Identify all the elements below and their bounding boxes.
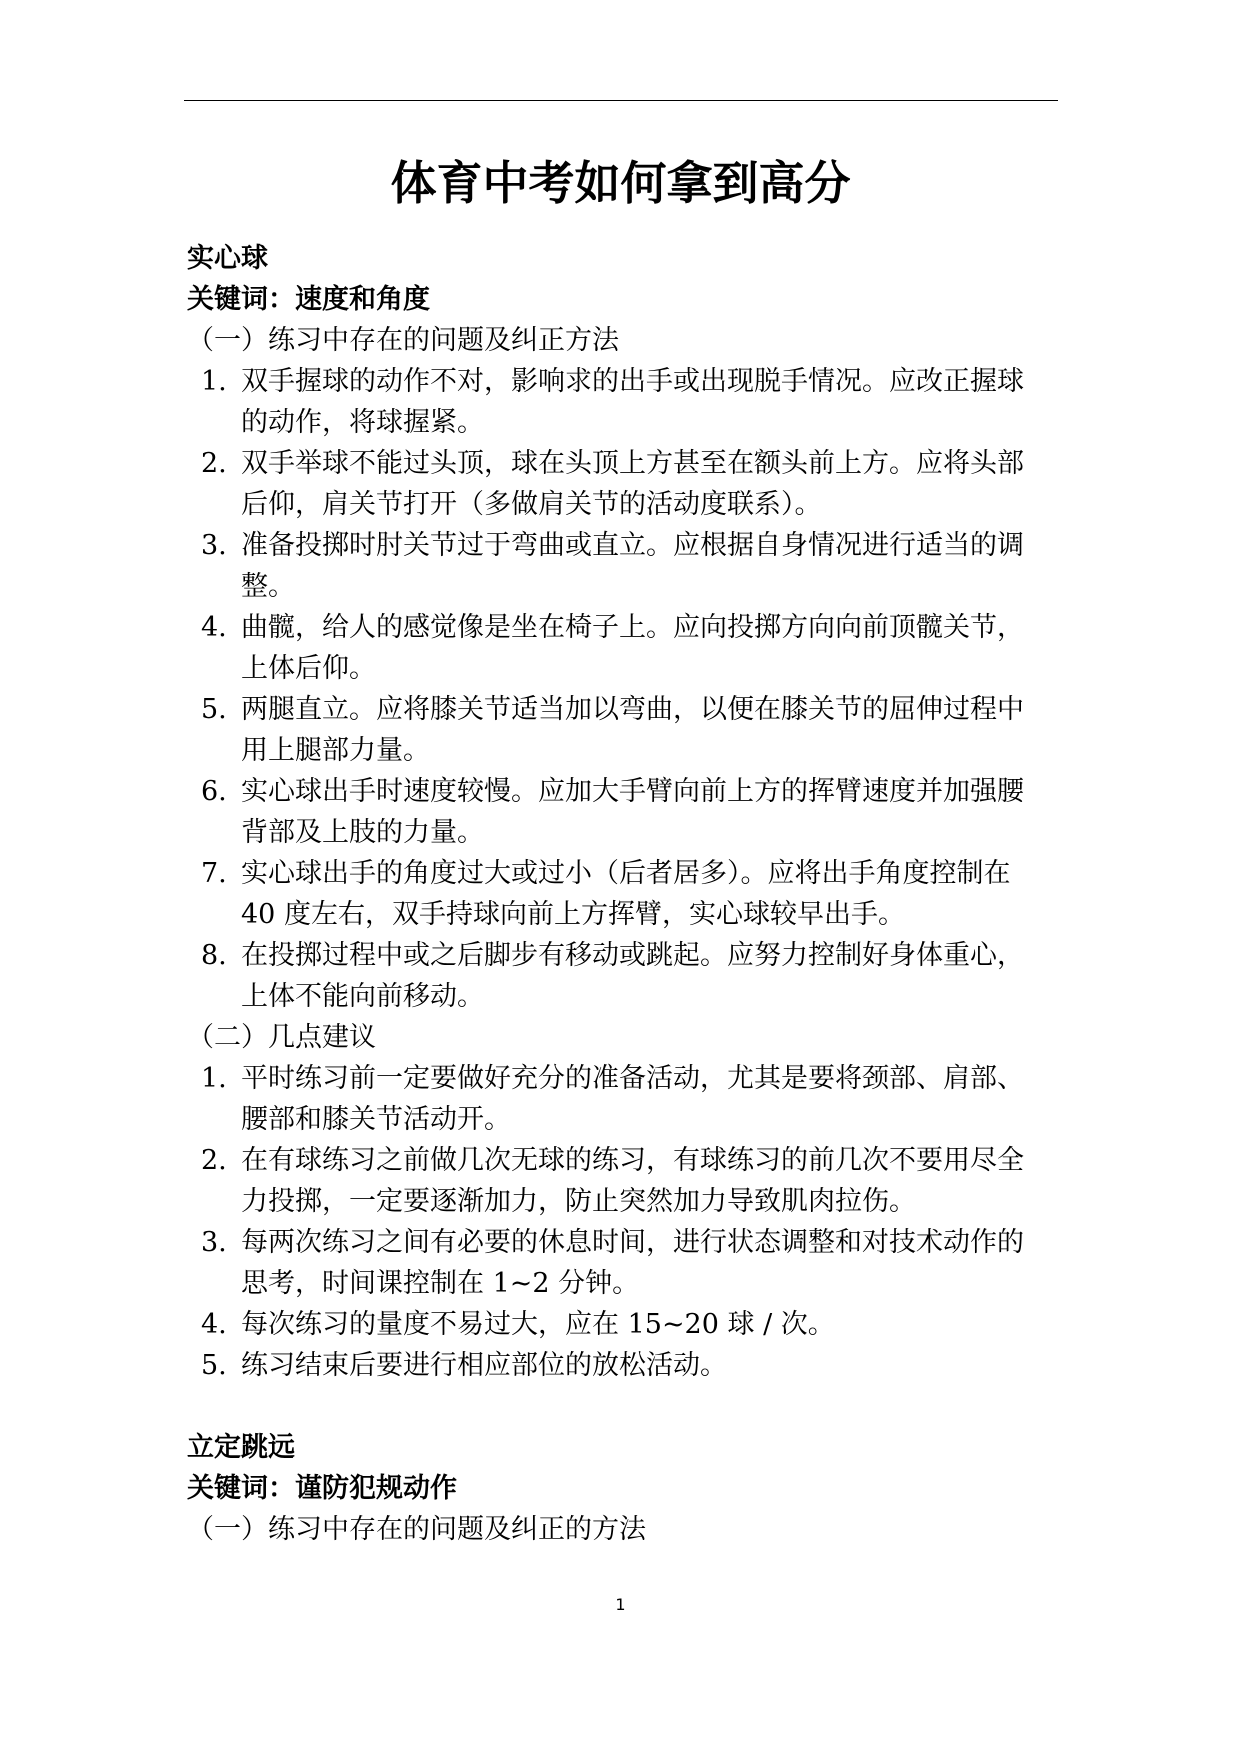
section-keywords: 关键词：谨防犯规动作 [187, 1473, 457, 1504]
item-text: 练习结束后要进行相应部位的放松活动。 [241, 1350, 727, 1381]
list-item [187, 361, 1027, 443]
item-text: 在有球练习之前做几次无球的练习，有球练习的前几次不要用尽全力投掷，一定要逐渐加力，防止突然加力导致肌肉拉伤。 [241, 1145, 1024, 1217]
item-number: 7. [201, 858, 227, 889]
list-item [187, 1222, 1027, 1304]
list-item [187, 1345, 1027, 1386]
problems-list [187, 361, 1027, 1017]
item-number: 1. [201, 366, 227, 397]
list-item [187, 1140, 1027, 1222]
list-item [187, 689, 1027, 771]
section-title: 实心球 [187, 243, 268, 274]
list-item [187, 1058, 1027, 1140]
page-number: 1 [615, 1595, 626, 1614]
suggestions-heading: （二）几点建议 [187, 1022, 376, 1053]
item-text: 平时练习前一定要做好充分的准备活动，尤其是要将颈部、肩部、腰部和膝关节活动开。 [241, 1063, 1024, 1135]
item-number: 5. [201, 694, 227, 725]
item-text: 双手握球的动作不对，影响求的出手或出现脱手情况。应改正握球的动作，将球握紧。 [241, 366, 1024, 438]
list-item [187, 1304, 1027, 1345]
problems-heading: （一）练习中存在的问题及纠正方法 [187, 325, 619, 356]
item-text: 双手举球不能过头顶，球在头顶上方甚至在额头前上方。应将头部后仰，肩关节打开（多做肩关节的活动度联系）。 [241, 448, 1024, 520]
item-number: 3. [201, 1227, 227, 1258]
item-text: 每次练习的量度不易过大，应在 15~20 球 / 次。 [241, 1309, 835, 1340]
section-shot-put [187, 238, 1027, 1386]
document-body [187, 238, 1027, 1550]
suggestions-list [187, 1058, 1027, 1386]
problems-heading: （一）练习中存在的问题及纠正的方法 [187, 1514, 646, 1545]
item-number: 4. [201, 612, 227, 643]
item-text: 曲髋，给人的感觉像是坐在椅子上。应向投掷方向向前顶髋关节，上体后仰。 [241, 612, 1024, 684]
item-number: 6. [201, 776, 227, 807]
header-rule [184, 100, 1058, 101]
list-item [187, 525, 1027, 607]
item-text: 每两次练习之间有必要的休息时间，进行状态调整和对技术动作的思考，时间课控制在 1~2 分钟。 [241, 1227, 1024, 1299]
document-title: 体育中考如何拿到高分 [390, 156, 851, 210]
list-item [187, 935, 1027, 1017]
item-text: 在投掷过程中或之后脚步有移动或跳起。应努力控制好身体重心，上体不能向前移动。 [241, 940, 1024, 1012]
item-text: 实心球出手的角度过大或过小（后者居多）。应将出手角度控制在 40 度左右，双手持球向前上方挥臂，实心球较早出手。 [241, 858, 1011, 930]
list-item [187, 607, 1027, 689]
item-number: 5. [201, 1350, 227, 1381]
item-number: 3. [201, 530, 227, 561]
section-keywords: 关键词：速度和角度 [187, 284, 430, 315]
item-text: 两腿直立。应将膝关节适当加以弯曲，以便在膝关节的屈伸过程中用上腿部力量。 [241, 694, 1024, 766]
item-number: 2. [201, 448, 227, 479]
list-item [187, 853, 1027, 935]
section-spacer [187, 1386, 1027, 1427]
section-standing-long-jump [187, 1427, 1027, 1550]
section-title: 立定跳远 [187, 1432, 295, 1463]
item-number: 4. [201, 1309, 227, 1340]
item-text: 实心球出手时速度较慢。应加大手臂向前上方的挥臂速度并加强腰背部及上肢的力量。 [241, 776, 1024, 848]
item-number: 2. [201, 1145, 227, 1176]
list-item [187, 443, 1027, 525]
list-item [187, 771, 1027, 853]
item-number: 1. [201, 1063, 227, 1094]
item-number: 8. [201, 940, 227, 971]
item-text: 准备投掷时肘关节过于弯曲或直立。应根据自身情况进行适当的调整。 [241, 530, 1024, 602]
